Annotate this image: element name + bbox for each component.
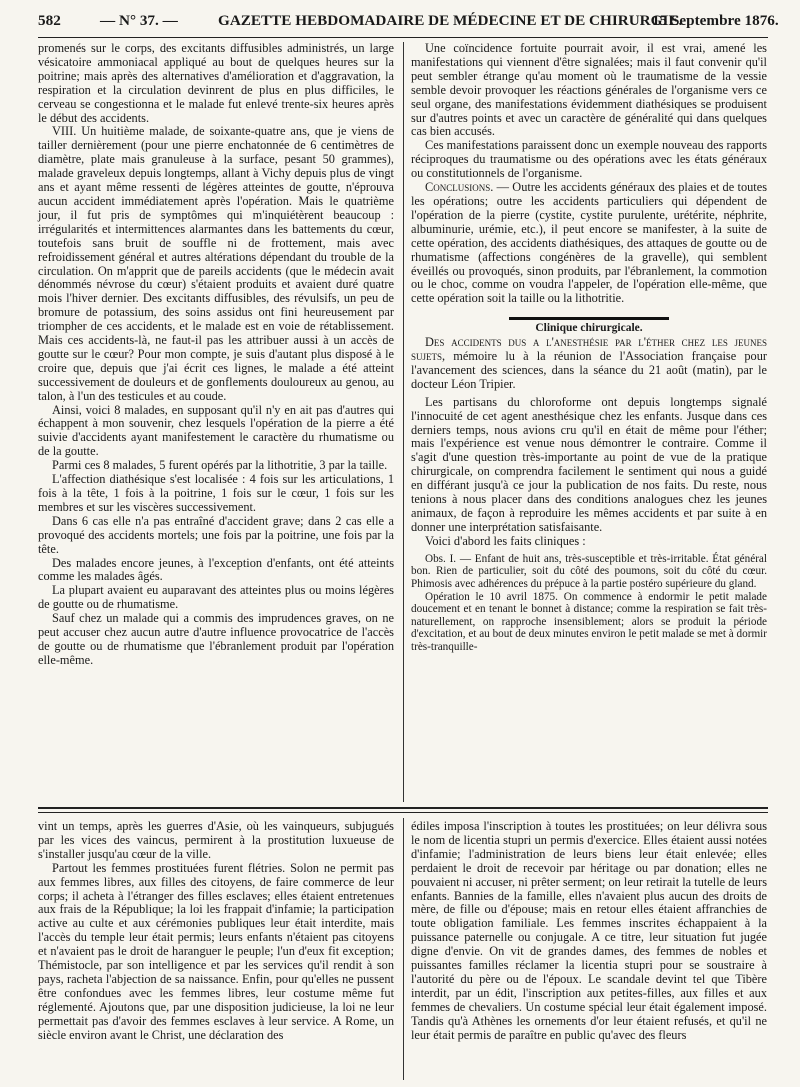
paragraph: Des malades encore jeunes, à l'exception d'enfants, ont été atteints comme les malades âgés. xyxy=(38,555,394,584)
paragraph: L'affection diathésique s'est localisée : 4 fois sur les articulations, 1 fois à la tête, 1 fois à la poitrine, 1 fois sur le cœur, 1 fois sur les membres et sur les viscères successivement. xyxy=(38,472,394,514)
paragraph: vint un temps, après les guerres d'Asie, où les vainqueurs, subjugués par les vices des vaincus, permirent à la prostitution luxueuse de s'installer jusqu'au cœur de la ville. xyxy=(38,819,394,861)
article-title: Des accidents dus a l'anesthésie par l'éther chez les jeunes sujets, xyxy=(411,335,767,364)
paragraph: Parmi ces 8 malades, 5 furent opérés par la lithotritie, 3 par la taille. xyxy=(52,458,388,473)
section-heading: Clinique chirurgicale. xyxy=(535,322,643,335)
column-top-right xyxy=(411,42,767,653)
conclusions-paragraph xyxy=(411,181,767,306)
paragraph: Voici d'abord les faits cliniques : xyxy=(425,533,586,548)
paragraph: VIII. Un huitième malade, de soixante-quatre ans, que je viens de tailler dernièrement (pour une pierre enchatonnée de 6 centimètres de diamètre, plate mais granuleuse à la surface, pesant 50 grammes), malade graveleux depuis longtemps, allant à Vichy depuis plus de vingt ans et ayant même ressenti de légères atteintes de goutte, n'éprouva aucun accident immédiatement après l'opération. Mais le quatrième jour, il fut pris de symptômes qui m'inquiétèrent beaucoup : irrégularités et intermittences alarmantes dans les battements du cœur, toutefois sans bruit de souffle ni de frottement, mais avec refroidissement général et autres altérations dépendant du trouble de la circulation. On m'apprit que de pareils accidents (que le médecin avait dénommés névrose du cœur) s'étaient produits et avaient duré quatre mois l'hiver dernier. Des excitants diffusibles, des révulsifs, un peu de bromure de potassium, des soins assidus ont fini heureusement par triompher de ces accidents, et le malade est en voie de rétablissement. Mais ces accidents-là, ne faut-il pas les attribuer aussi à un accès de goutte sur le cœur? Pour mon compte, je suis d'autant plus disposé à le croire que, depuis que j'ai écrit ces lignes, le malade a été atteint successivement de douleurs et de gonflements douloureux au genou, au talon, à l'un des testicules et au coude. xyxy=(38,124,394,403)
paragraph: Une coïncidence fortuite pourrait avoir, il est vrai, amené les manifestations qui viennent d'être signalées; mais il faut convenir qu'il peut sembler étrange qu'au moment où le traumatisme de la vessie semble devoir provoquer les réactions générales de l'organisme vers ce seul organe, des manifestations évidemment diathésiques se produisent sur d'autres points et avec un caractère de généralité qui dans quelques cas bien accusés. xyxy=(411,41,767,139)
column-bottom-left xyxy=(38,820,394,1043)
paragraph: promenés sur le corps, des excitants diffusibles administrés, un large vésicatoire ammoniacal appliqué au bout de quelques heures sur la poitrine; mais après des alternatives d'amélioration et d'aggravation, la respiration et la circulation devinrent de plus en plus difficiles, le cerveau se congestionna et le malade fut enlevé trente-six heures après le début des accidents. xyxy=(38,41,394,125)
column-divider-bottom xyxy=(403,818,404,1080)
column-top-left xyxy=(38,42,394,668)
paragraph: Partout les femmes prostituées furent flétries. Solon ne permit pas aux femmes libres, aux filles des citoyens, de faire commerce de leur corps; il acheta à l'étranger des filles esclaves; elles étaient entretenues aux frais de la République; la loi les frappait d'infamie; la participation active au culte et aux cérémonies publiques leur était interdite, mais l'accès du temple leur était permis; leurs enfants n'étaient pas citoyens et n'avaient pas le droit de haranguer le peuple; l'un d'eux fit exception; Thémistocle, par son intelligence et par les services qu'il rendit à son pays, racheta l'abjection de sa naissance. Enfin, pour qu'elles ne pussent être confondues avec les femmes libres, leur costume même fut réglementé. Ajoutons que, par une disposition judicieuse, la loi ne leur permettait pas d'avoir des femmes esclaves à leur service. A Rome, un siècle environ avant le Christ, une déclaration des xyxy=(38,860,394,1042)
paragraph: Sauf chez un malade qui a commis des imprudences graves, on ne peut accuser chez aucun autre d'autre influence provocatrice de l'accès de goutte ou de rhumatisme que l'ébranlement produit par l'opération elle-même. xyxy=(38,611,394,667)
paragraph: Ainsi, voici 8 malades, en supposant qu'il n'y en ait pas d'autres qui échappent à mon souvenir, chez lesquels l'opération de la pierre a été suivie d'accidents ayant manifestement le caractère du rhumatisme ou de la goutte. xyxy=(38,402,394,459)
conclusions-label: Conclusions. xyxy=(425,180,494,195)
header-rule xyxy=(38,37,768,38)
paragraph: édiles imposa l'inscription à toutes les prostituées; on leur délivra sous le nom de licentia stupri un permis d'exercice. Elles étaient aussi notées d'infamie; l'administration de leurs biens leur était enlevée; elles perdaient le droit de recevoir par héritage ou par donation; elles ne pouvaient ni accuser, ni prêter serment; on leur retirait la tutelle de leurs enfants. Bannies de la famille, elles n'avaient plus aucun des droits de mère, de fille ou d'épouse; mais en retour elles étaient affranchies de toute obligation familiale. Les femmes inscrites échappaient à la puissance paternelle ou conjugale. A ce titre, leur situation fut jugée digne d'envie. On vit de grandes dames, des femmes de nobles et puissantes familles réclamer la licentia stupri pour se soustraire à l'autorité du père ou de l'époux. Le scandale devint tel que Tibère interdit, par un édit, l'inscription aux petites-filles, aux filles et aux femmes de chevaliers. Un costume spécial leur était également imposé. Tandis qu'à Athènes les ornements d'or leur étaient refusés, et qu'il ne leur était permis de paraître en public qu'avec des fleurs xyxy=(411,819,767,1042)
paragraph: Dans 6 cas elle n'a pas entraîné d'accident grave; dans 2 cas elle a provoqué des accidents mortels; une fois par la poitrine, une fois par la tête. xyxy=(38,513,394,556)
article-byline: mémoire lu à la réunion de l'Association française pour l'avancement des sciences, dans la séance du 21 août (matin), par le docteur Léon Tripier. xyxy=(411,349,767,391)
page-number: 582 xyxy=(38,12,61,29)
issue-date: 15 Septembre 1876. xyxy=(652,12,779,29)
page-header xyxy=(38,8,779,34)
conclusions-text: — Outre les accidents généraux des plaies et de toutes les opérations; outre les accidents particuliers qui dépendent de l'opération de la pierre (cystite, cystite purulente, urétérite, néphrite, albuminurie, urémie, etc.), il peut encore se manifester, à la suite de cette opération, des accidents diathésiques, des attaques de goutte ou de rhumatisme (affections congénères de la gravelle), qui semblent éveillés ou provoqués, sinon produits, par l'ébranlement, la commotion ou le choc, comme on voudra l'appeler, de l'opération elle-même, que cette opération soit la taille ou la lithotritie. xyxy=(411,180,767,306)
observation-paragraph: Opération le 10 avril 1875. On commence à endormir le petit malade doucement et en tenant le bonnet à distance; comme la respiration se fait très-naturellement, on rapproche insensiblement; alors se produit la période d'excitation, et au bout de deux minutes environ le petit malade se met à dormir très-tranquille- xyxy=(411,590,767,653)
article-title-paragraph xyxy=(411,336,767,392)
feuilleton-rule-thin xyxy=(38,812,768,813)
paragraph: Les partisans du chloroforme ont depuis longtemps signalé l'innocuité de cet agent anesthésique chez les enfants. Jusque dans ces derniers temps, nous avions cru qu'il en était de même pour l'éther; mais l'expérience est venue nous démontrer le contraire. Comme il s'agit d'une question très-importante au point de vue de la pratique chirurgicale, on comprendra facilement le sentiment qui nous a guidé en différant jusqu'à ce jour la publication de nos faits. Du reste, nous tenions à nous placer dans des conditions analogues chez les jeunes animaux, de façon à reproduire les mêmes accidents et par suite à en donner une interprétation satisfaisante. xyxy=(411,394,767,534)
journal-title: GAZETTE HEBDOMADAIRE DE MÉDECINE ET DE CHIRURGIE. xyxy=(218,12,683,29)
paragraph: Ces manifestations paraissent donc un exemple nouveau des rapports réciproques du traumatisme ou des opérations avec les états généraux ou constitutionnels de l'organisme. xyxy=(411,138,767,181)
section-separator-wrap xyxy=(411,306,767,322)
paragraph: La plupart avaient eu auparavant des atteintes plus ou moins légères de goutte ou de rhumatisme. xyxy=(38,583,394,612)
issue-number: — N° 37. — xyxy=(100,12,178,29)
column-divider-top xyxy=(403,42,404,802)
section-separator xyxy=(509,317,669,320)
column-bottom-right xyxy=(411,820,767,1043)
feuilleton-rule xyxy=(38,807,768,809)
observation-paragraph: Obs. I. — Enfant de huit ans, très-susceptible et très-irritable. État général bon. Rien de particulier, soit du côté des poumons, soit du côté du cœur. Phimosis avec adhérences du prépuce à la partie postéro supérieure du gland. xyxy=(411,552,767,590)
